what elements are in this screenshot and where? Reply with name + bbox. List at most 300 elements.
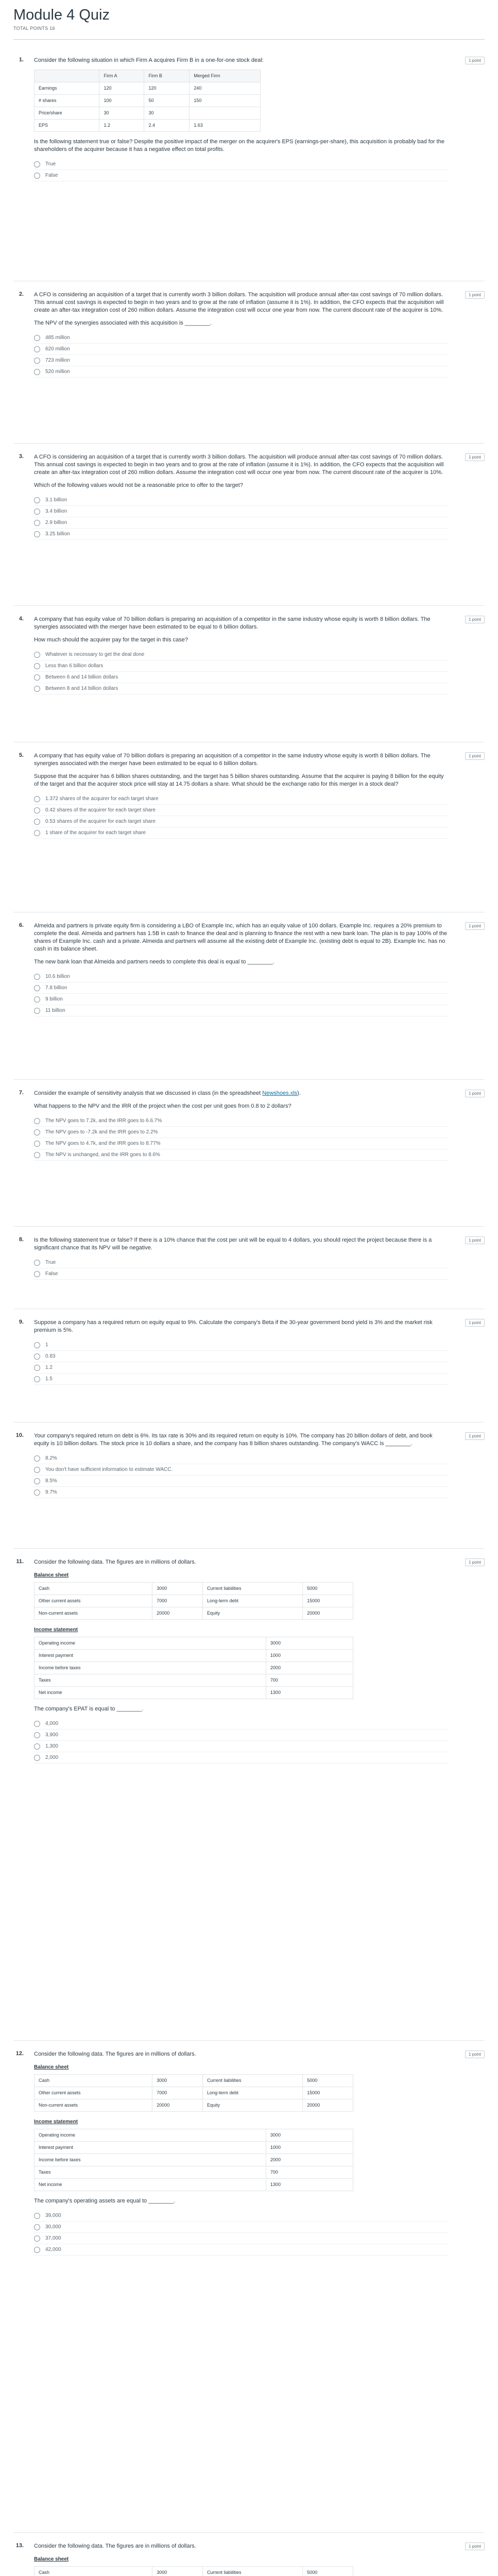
- table-cell: 15000: [303, 2087, 353, 2099]
- option-label: 1: [45, 1342, 48, 1348]
- radio-button[interactable]: [34, 663, 40, 669]
- answer-options: [34, 2210, 449, 2256]
- option-label: 42,000: [45, 2247, 61, 2252]
- option[interactable]: [34, 355, 449, 366]
- question-prompt: Suppose that the acquirer has 6 billion shares outstanding, and the target has 5 billion shares outstanding. Assume that the acquirer is paying 8 billion for the equity of the target and that the acquirer stock price will stay at 14.75 dollars a share. What should be the exchange ratio for this merger in a stock deal?: [34, 773, 444, 787]
- table-cell: 20000: [303, 1607, 353, 1620]
- points-badge: 1 point: [465, 1236, 485, 1244]
- table-cell: Taxes: [35, 1674, 266, 1687]
- radio-button[interactable]: [34, 1743, 40, 1750]
- option-label: Whatever is necessary to get the deal done: [45, 652, 145, 657]
- table-row: [35, 1637, 353, 1650]
- table-row: [35, 2075, 353, 2087]
- option[interactable]: [34, 1741, 449, 1752]
- total-points: TOTAL POINTS 16: [13, 26, 55, 31]
- option-label: 723 million: [45, 358, 70, 363]
- radio-button[interactable]: [34, 509, 40, 515]
- radio-button[interactable]: [34, 346, 40, 352]
- table-cell: Current liabilities: [202, 1583, 302, 1595]
- table-cell: 1.2: [99, 120, 144, 132]
- table-cell: Other current assets: [35, 1595, 152, 1607]
- points-badge: 1 point: [465, 2050, 485, 2058]
- question-intro: Consider the following data. The figures are in millions of dollars.: [34, 2051, 196, 2057]
- radio-button[interactable]: [34, 1455, 40, 1462]
- option-label: 1.2: [45, 1365, 53, 1370]
- option-label: 2.9 billion: [45, 520, 67, 526]
- table-cell: 700: [266, 2166, 353, 2179]
- spreadsheet-link[interactable]: Newshoes.xls: [262, 1090, 298, 1096]
- option[interactable]: [34, 366, 449, 378]
- option[interactable]: [34, 2210, 449, 2222]
- option-label: 9 billion: [45, 996, 63, 1002]
- option[interactable]: [34, 660, 449, 672]
- option[interactable]: [34, 344, 449, 355]
- question-12: [13, 2050, 485, 2256]
- option-label: The NPV goes to -7.2k and the IRR goes to 2.2%: [45, 1129, 158, 1135]
- radio-button[interactable]: [34, 2235, 40, 2242]
- divider: [13, 1548, 485, 1549]
- balance-sheet-table: [34, 2074, 353, 2112]
- divider: [13, 2040, 485, 2041]
- table-cell: # shares: [35, 95, 99, 107]
- radio-button[interactable]: [34, 1342, 40, 1348]
- option[interactable]: [34, 827, 449, 839]
- question-3: [13, 453, 485, 540]
- option[interactable]: [34, 1362, 449, 1374]
- balance-sheet-table: [34, 2566, 353, 2576]
- option-label: 620 million: [45, 346, 70, 352]
- option-label: The NPV is unchanged, and the IRR goes to 8.6%: [45, 1152, 160, 1158]
- option[interactable]: [34, 1453, 449, 1464]
- question-number: 8.: [19, 1236, 24, 1243]
- radio-button[interactable]: [34, 1489, 40, 1496]
- radio-button[interactable]: [34, 686, 40, 692]
- income-statement-label: Income statement: [34, 1627, 78, 1633]
- table-cell: 20000: [152, 2099, 203, 2112]
- option[interactable]: [34, 332, 449, 344]
- option-label: Between 8 and 14 billion dollars: [45, 686, 118, 691]
- table-cell: Earnings: [35, 82, 99, 95]
- table-cell: 50: [144, 95, 190, 107]
- table-cell: Long-term debt: [202, 1595, 302, 1607]
- option-label: The NPV goes to 7.2k, and the IRR goes to 6.6.7%: [45, 1118, 162, 1124]
- divider: [13, 605, 485, 606]
- radio-button[interactable]: [34, 1141, 40, 1147]
- question-text: A company that has equity value of 70 billion dollars is preparing an acquisition of a competitor in the same industry whose equity is worth 8 billion dollars. The synergies associated with the merger have been estimated to be equal to 6 billion dollars.: [34, 753, 431, 767]
- option-label: 520 million: [45, 369, 70, 375]
- table-cell: Equity: [202, 2099, 302, 2112]
- answer-options: [34, 159, 449, 181]
- option-true[interactable]: [34, 159, 449, 170]
- option-label: 7.8 billion: [45, 985, 67, 991]
- table-header: [35, 70, 99, 82]
- table-cell: Equity: [202, 1607, 302, 1620]
- radio-button[interactable]: [34, 369, 40, 375]
- question-text: Is the following statement true or false? If there is a 10% chance that the cost per unit will be equal to 4 dollars, you should reject the project because there is a significant chance that its NPV will be negative.: [34, 1237, 432, 1251]
- question-2: [13, 291, 485, 378]
- question-text: A company that has equity value of 70 billion dollars is preparing an acquisition of a competitor in the same industry whose equity is worth 8 billion dollars. The synergies associated with the merger have been estimated to be equal to 6 billion dollars.: [34, 616, 431, 630]
- question-number: 2.: [19, 291, 24, 297]
- answer-options: [34, 1340, 449, 1385]
- option[interactable]: [34, 1340, 449, 1351]
- table-cell: 7000: [152, 1595, 203, 1607]
- radio-button[interactable]: [34, 1721, 40, 1727]
- option[interactable]: [34, 495, 449, 506]
- question-intro: Consider the following data. The figures are in millions of dollars.: [34, 1559, 196, 1565]
- table-cell: Non-current assets: [35, 2099, 152, 2112]
- radio-button[interactable]: [34, 674, 40, 681]
- radio-button[interactable]: [34, 161, 40, 167]
- table-header: Merged Firm: [190, 70, 261, 82]
- option[interactable]: [34, 683, 449, 694]
- table-cell: EPS: [35, 120, 99, 132]
- option-label: 3.25 billion: [45, 531, 70, 537]
- table-cell: 2000: [266, 2154, 353, 2166]
- radio-button[interactable]: [34, 1376, 40, 1382]
- radio-button[interactable]: [34, 1478, 40, 1484]
- radio-button[interactable]: [34, 830, 40, 836]
- radio-button[interactable]: [34, 819, 40, 825]
- option-label: True: [45, 161, 56, 167]
- option[interactable]: [34, 1351, 449, 1362]
- radio-button[interactable]: [34, 497, 40, 503]
- table-row: [35, 1687, 353, 1699]
- table-cell: Interest payment: [35, 1650, 266, 1662]
- table-cell: 1300: [266, 1687, 353, 1699]
- option-label: 2,000: [45, 1755, 59, 1760]
- points-badge: 1 point: [465, 1319, 485, 1327]
- table-cell: 5000: [303, 1583, 353, 1595]
- table-row: [35, 1650, 353, 1662]
- merger-table: [34, 70, 261, 132]
- option-label: 0.53 shares of the acquirer for each target share: [45, 819, 156, 824]
- table-cell: 120: [144, 82, 190, 95]
- option[interactable]: [34, 816, 449, 827]
- option-label: 3.4 billion: [45, 509, 67, 514]
- radio-button[interactable]: [34, 173, 40, 179]
- option-label: 1.372 shares of the acquirer for each target share: [45, 796, 159, 802]
- table-cell: 2000: [266, 1662, 353, 1674]
- option[interactable]: [34, 1374, 449, 1385]
- page-title: Module 4 Quiz: [13, 7, 110, 23]
- question-7: [13, 1090, 485, 1161]
- option[interactable]: [34, 529, 449, 540]
- option[interactable]: [34, 1718, 449, 1730]
- table-cell: 3000: [152, 2567, 203, 2576]
- option[interactable]: [34, 793, 449, 805]
- radio-button[interactable]: [34, 335, 40, 341]
- option-label: 9.7%: [45, 1489, 57, 1495]
- option-false[interactable]: [34, 170, 449, 181]
- table-cell: 1000: [266, 2142, 353, 2154]
- option[interactable]: [34, 2244, 449, 2256]
- table-cell: Income before taxes: [35, 2154, 266, 2166]
- radio-button[interactable]: [34, 1353, 40, 1360]
- income-statement-label: Income statement: [34, 2119, 78, 2125]
- table-cell: 2.4: [144, 120, 190, 132]
- question-number: 4.: [19, 616, 24, 622]
- table-cell: [190, 107, 261, 120]
- question-4: [13, 616, 485, 694]
- option[interactable]: [34, 1127, 449, 1138]
- question-number: 1.: [19, 57, 24, 63]
- question-8: [13, 1236, 485, 1280]
- question-13: [13, 2543, 485, 2576]
- table-cell: 20000: [152, 1607, 203, 1620]
- table-row: [35, 2179, 353, 2191]
- divider: [13, 2532, 485, 2533]
- points-badge: 1 point: [465, 453, 485, 461]
- option-label: False: [45, 173, 58, 178]
- table-cell: 7000: [152, 2087, 203, 2099]
- question-number: 13.: [15, 2543, 24, 2549]
- table-cell: Net income: [35, 1687, 266, 1699]
- radio-button[interactable]: [34, 1732, 40, 1738]
- table-cell: 1000: [266, 1650, 353, 1662]
- table-cell: 3000: [152, 1583, 203, 1595]
- table-row: [35, 2154, 353, 2166]
- answer-options: [34, 332, 449, 378]
- option-label: The NPV goes to 4.7k, and the IRR goes to 8.77%: [45, 1141, 161, 1146]
- option-label: 39,000: [45, 2213, 61, 2218]
- table-cell: 1.63: [190, 120, 261, 132]
- option[interactable]: [34, 672, 449, 683]
- question-6: [13, 922, 485, 1016]
- radio-button[interactable]: [34, 531, 40, 537]
- divider: [13, 1226, 485, 1227]
- table-cell: Long-term debt: [202, 2087, 302, 2099]
- table-cell: Other current assets: [35, 2087, 152, 2099]
- radio-button[interactable]: [34, 2224, 40, 2230]
- divider: [13, 443, 485, 444]
- option-label: False: [45, 1271, 58, 1277]
- points-badge: 1 point: [465, 2543, 485, 2550]
- points-badge: 1 point: [465, 57, 485, 64]
- table-row: [35, 82, 261, 95]
- radio-button[interactable]: [34, 1755, 40, 1761]
- question-number: 10.: [15, 1432, 24, 1438]
- question-prompt: The new bank loan that Almeida and partners needs to complete this deal is equal to ________.: [34, 959, 274, 965]
- option[interactable]: [34, 1752, 449, 1764]
- question-prompt: How much should the acquirer pay for the target in this case?: [34, 637, 188, 643]
- option-label: 3.1 billion: [45, 497, 67, 503]
- question-number: 7.: [19, 1090, 24, 1096]
- table-row: [35, 1662, 353, 1674]
- question-number: 6.: [19, 922, 24, 928]
- table-cell: 150: [190, 95, 261, 107]
- answer-options: [34, 793, 449, 839]
- option-label: 8.5%: [45, 1478, 57, 1484]
- radio-button[interactable]: [34, 1129, 40, 1136]
- table-row: [35, 2129, 353, 2142]
- table-header: Firm A: [99, 70, 144, 82]
- option[interactable]: [34, 1149, 449, 1161]
- option[interactable]: [34, 805, 449, 816]
- question-text: Almeida and partners is private equity firm is considering a LBO of Example Inc, which has an equity value of 100 dollars. Example Inc. requires a 20% premium to complete the deal. Almeida and partners has 1.5B in cash to finance the deal and is planning to finance the rest with a new bank loan. The plan is to pay 100% of the shares of Example Inc. cash and a private. Almeida and partners will assume all the existing debt of Example Inc. (existing debt is equal to 2B). Example Inc. has no cash in its balance sheet.: [34, 923, 448, 952]
- question-number: 9.: [19, 1319, 24, 1325]
- question-text: A CFO is considering an acquisition of a target that is currently worth 3 billion dollars. The acquisition will produce annual after-tax cost savings of 70 million dollars. This annual cost savings is expected to begin in two years and to grow at the rate of inflation (assume it is 1%). In addition, the CFO expects that the acquisition will create an after-tax integration cost of 260 million dollars. Assume the integration cost will occur one year from now. The current discount rate of the acquirer is 10%.: [34, 454, 444, 476]
- table-cell: Income before taxes: [35, 1662, 266, 1674]
- option-false[interactable]: [34, 1268, 449, 1280]
- option[interactable]: [34, 649, 449, 660]
- answer-options: [34, 1453, 449, 1498]
- radio-button[interactable]: [34, 1365, 40, 1371]
- table-cell: 20000: [303, 2099, 353, 2112]
- option[interactable]: [34, 517, 449, 529]
- table-cell: 120: [99, 82, 144, 95]
- table-row: [35, 120, 261, 132]
- table-cell: Operating income: [35, 2129, 266, 2142]
- answer-options: [34, 1115, 449, 1161]
- table-row: [35, 1583, 353, 1595]
- table-cell: 5000: [303, 2075, 353, 2087]
- table-cell: Cash: [35, 1583, 152, 1595]
- table-cell: 1300: [266, 2179, 353, 2191]
- option[interactable]: [34, 994, 449, 1005]
- option-label: 10.6 billion: [45, 974, 70, 979]
- table-row: [35, 1674, 353, 1687]
- table-row: [35, 2099, 353, 2112]
- question-prompt: What happens to the NPV and the IRR of the project when the cost per unit goes from 0.8 to 2 dollars?: [34, 1103, 291, 1109]
- table-cell: Price/share: [35, 107, 99, 120]
- option[interactable]: [34, 971, 449, 982]
- divider: [13, 39, 485, 40]
- option[interactable]: [34, 1464, 449, 1476]
- option[interactable]: [34, 1730, 449, 1741]
- table-row: [35, 107, 261, 120]
- question-number: 3.: [19, 453, 24, 460]
- table-row: [35, 2567, 353, 2576]
- table-cell: Operating income: [35, 1637, 266, 1650]
- option-label: 3,900: [45, 1732, 59, 1738]
- option[interactable]: [34, 1005, 449, 1016]
- question-text: A CFO is considering an acquisition of a target that is currently worth 3 billion dollars. The acquisition will produce annual after-tax cost savings of 70 million dollars. This annual cost savings is expected to begin in two years and to grow at the rate of inflation (assume it is 1%). In addition, the CFO expects that the acquisition will create an after-tax integration cost of 260 million dollars. Assume the integration cost will occur one year from now. The current discount rate of the acquirer is 10%.: [34, 292, 444, 313]
- question-11: [13, 1558, 485, 1764]
- radio-button[interactable]: [34, 520, 40, 526]
- radio-button[interactable]: [34, 1152, 40, 1158]
- option[interactable]: [34, 2222, 449, 2233]
- table-row: [35, 1595, 353, 1607]
- balance-sheet-label: Balance sheet: [34, 2556, 69, 2562]
- radio-button[interactable]: [34, 652, 40, 658]
- radio-button[interactable]: [34, 358, 40, 364]
- question-prompt: The company's EPAT is equal to ________.: [34, 1706, 144, 1712]
- table-cell: 3000: [152, 2075, 203, 2087]
- table-row: [35, 1607, 353, 1620]
- radio-button[interactable]: [34, 1118, 40, 1124]
- radio-button[interactable]: [34, 1008, 40, 1014]
- balance-sheet-table: [34, 1582, 353, 1620]
- radio-button[interactable]: [34, 1467, 40, 1473]
- option[interactable]: [34, 1487, 449, 1498]
- table-row: [35, 2087, 353, 2099]
- question-1: [13, 57, 485, 181]
- table-cell: Taxes: [35, 2166, 266, 2179]
- table-header: Firm B: [144, 70, 190, 82]
- table-cell: Current liabilities: [202, 2075, 302, 2087]
- question-text: Is the following statement true or false? Despite the positive impact of the merger on the acquirer's EPS (earnings-per-share), this acquisition is probably bad for the shareholders of the acquirer because it has a negative effect on total profits.: [34, 139, 444, 152]
- radio-button[interactable]: [34, 1260, 40, 1266]
- answer-options: [34, 1718, 449, 1764]
- option[interactable]: [34, 2233, 449, 2244]
- answer-options: [34, 1257, 449, 1280]
- question-text: Suppose a company has a required return on equity equal to 9%. Calculate the company's Beta if the 30-year government bond yield is 3% and the market risk premium is 5%.: [34, 1319, 433, 1333]
- table-row: [35, 2142, 353, 2154]
- table-cell: 5000: [303, 2567, 353, 2576]
- question-text: Your company's required return on debt is 6%. Its tax rate is 30% and its required return on equity is 10%. The company has 20 billion dollars of debt, and book equity is 10 billion dollars. The stock price is 10 dollars a share, and the company has 8 billion shares outstanding. The company's WACC is ________.: [34, 1433, 433, 1447]
- question-text-b: ).: [297, 1090, 301, 1096]
- question-text-a: Consider the example of sensitivity analysis that we discussed in class (in the spreadsheet: [34, 1090, 261, 1096]
- option[interactable]: [34, 982, 449, 994]
- option[interactable]: [34, 1115, 449, 1127]
- table-cell: Non-current assets: [35, 1607, 152, 1620]
- table-cell: Net income: [35, 2179, 266, 2191]
- radio-button[interactable]: [34, 985, 40, 991]
- question-10: [13, 1432, 485, 1498]
- divider: [13, 1079, 485, 1080]
- option-true[interactable]: [34, 1257, 449, 1268]
- option[interactable]: [34, 506, 449, 517]
- question-text: [34, 1090, 449, 1097]
- table-row: [35, 95, 261, 107]
- option[interactable]: [34, 1138, 449, 1149]
- option-label: 1.5: [45, 1376, 53, 1382]
- table-cell: 100: [99, 95, 144, 107]
- option-label: 0.42 shares of the acquirer for each target share: [45, 807, 156, 813]
- question-5: [13, 752, 485, 839]
- question-intro: Consider the following data. The figures are in millions of dollars.: [34, 2543, 196, 2549]
- option-label: 11 billion: [45, 1008, 65, 1013]
- income-statement-table: [34, 1637, 353, 1699]
- table-row: [35, 2166, 353, 2179]
- option-label: 485 million: [45, 335, 70, 341]
- answer-options: [34, 971, 449, 1016]
- table-cell: 3000: [266, 2129, 353, 2142]
- question-number: 5.: [19, 752, 24, 758]
- table-cell: Current liabilities: [202, 2567, 302, 2576]
- question-prompt: The NPV of the synergies associated with this acquisition is ________.: [34, 320, 212, 326]
- radio-button[interactable]: [34, 807, 40, 814]
- points-badge: 1 point: [465, 922, 485, 930]
- option-label: 1,300: [45, 1743, 59, 1749]
- option-label: 4,000: [45, 1721, 59, 1726]
- answer-options: [34, 649, 449, 694]
- option[interactable]: [34, 1476, 449, 1487]
- points-badge: 1 point: [465, 291, 485, 299]
- radio-button[interactable]: [34, 2213, 40, 2219]
- radio-button[interactable]: [34, 974, 40, 980]
- option-label: 0.83: [45, 1353, 56, 1359]
- radio-button[interactable]: [34, 1271, 40, 1277]
- question-prompt: Which of the following values would not be a reasonable price to offer to the target?: [34, 482, 243, 488]
- question-prompt: The company's operating assets are equal to ________.: [34, 2198, 176, 2204]
- points-badge: 1 point: [465, 616, 485, 623]
- income-statement-table: [34, 2129, 353, 2191]
- table-cell: 3000: [266, 1637, 353, 1650]
- radio-button[interactable]: [34, 996, 40, 1003]
- table-cell: Interest payment: [35, 2142, 266, 2154]
- table-cell: 30: [144, 107, 190, 120]
- radio-button[interactable]: [34, 796, 40, 802]
- balance-sheet-label: Balance sheet: [34, 1572, 69, 1578]
- option-label: 1 share of the acquirer for each target share: [45, 830, 146, 836]
- radio-button[interactable]: [34, 2247, 40, 2253]
- quiz-header: [0, 0, 498, 40]
- balance-sheet-label: Balance sheet: [34, 2064, 69, 2070]
- points-badge: 1 point: [465, 1090, 485, 1097]
- table-cell: 15000: [303, 1595, 353, 1607]
- option-label: Less than 6 billion dollars: [45, 663, 104, 669]
